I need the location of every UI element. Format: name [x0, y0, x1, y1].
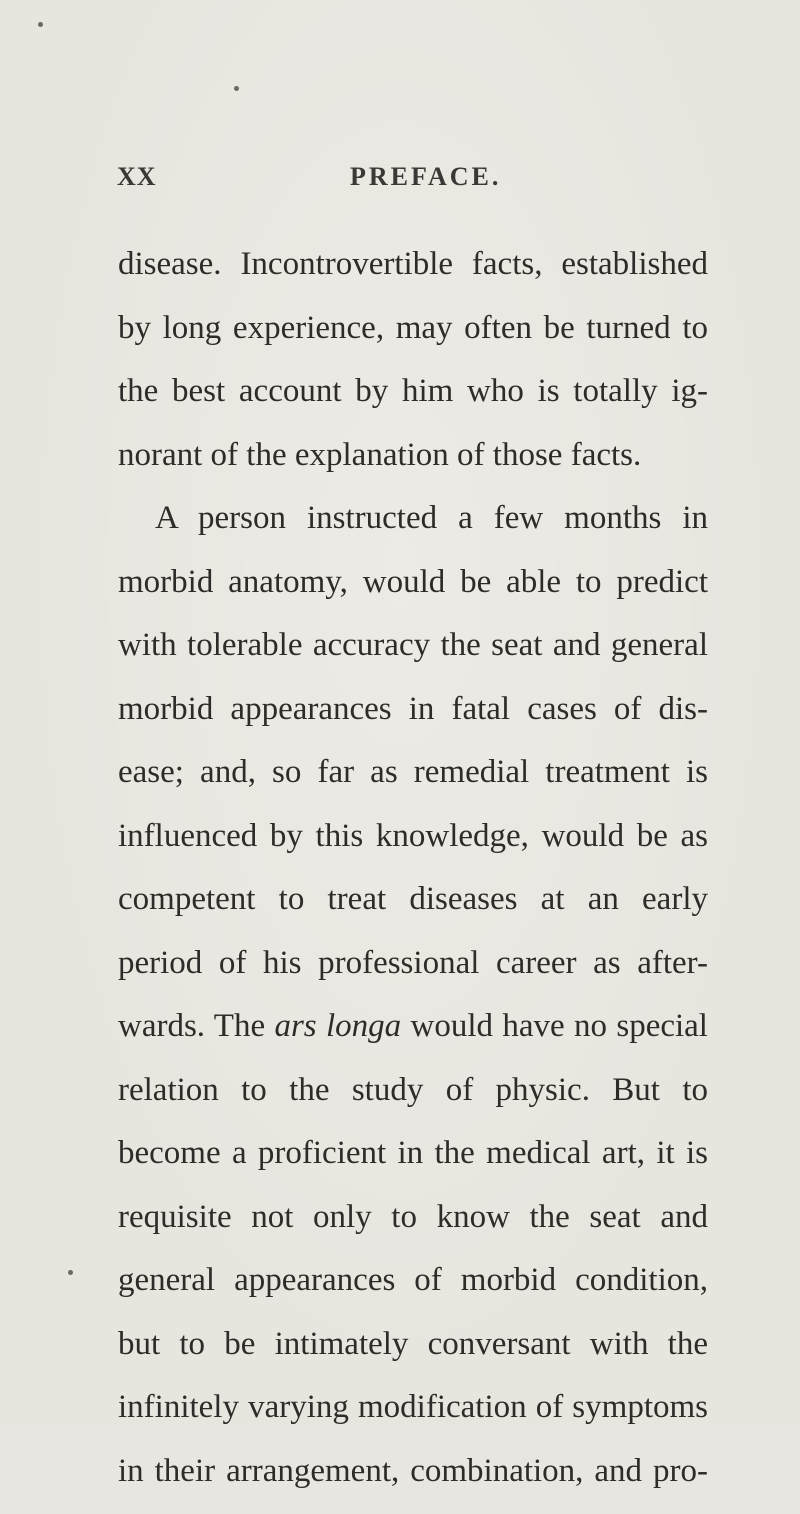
text-line: in their arrangement, combination, and pro-	[118, 1451, 708, 1514]
text-line: disease. Incontrovertible facts, established	[118, 244, 708, 308]
page-number: XX	[117, 162, 157, 192]
text-line: ease; and, so far as remedial treatment is	[118, 752, 708, 816]
paper-speck	[68, 1270, 73, 1275]
running-head: PREFACE.	[350, 162, 501, 192]
text-line: the best account by him who is totally ig-	[118, 371, 708, 435]
text-line: with tolerable accuracy the seat and general	[118, 625, 708, 689]
text-line: morbid anatomy, would be able to predict	[118, 562, 708, 626]
paper-speck	[234, 86, 239, 91]
text-line: norant of the explanation of those facts.	[118, 435, 708, 499]
text-line: infinitely varying modification of symptoms	[118, 1387, 708, 1451]
text-line: general appearances of morbid condition,	[118, 1260, 708, 1324]
text-line: period of his professional career as after-	[118, 943, 708, 1007]
text-line: influenced by this knowledge, would be as	[118, 816, 708, 880]
paper-speck	[38, 22, 43, 27]
page-header	[117, 162, 717, 202]
text-line: requisite not only to know the seat and	[118, 1197, 708, 1261]
text-line: by long experience, may often be turned to	[118, 308, 708, 372]
body-text	[118, 244, 708, 1514]
text-line: A person instructed a few months in	[118, 498, 708, 562]
text-line: relation to the study of physic. But to	[118, 1070, 708, 1134]
italic-phrase: ars longa	[274, 1008, 401, 1044]
text-line: become a proficient in the medical art, it is	[118, 1133, 708, 1197]
text-line: morbid appearances in fatal cases of dis-	[118, 689, 708, 753]
text-line: wards. The ars longa would have no special	[118, 1006, 708, 1070]
text-line: competent to treat diseases at an early	[118, 879, 708, 943]
text-line: but to be intimately conversant with the	[118, 1324, 708, 1388]
